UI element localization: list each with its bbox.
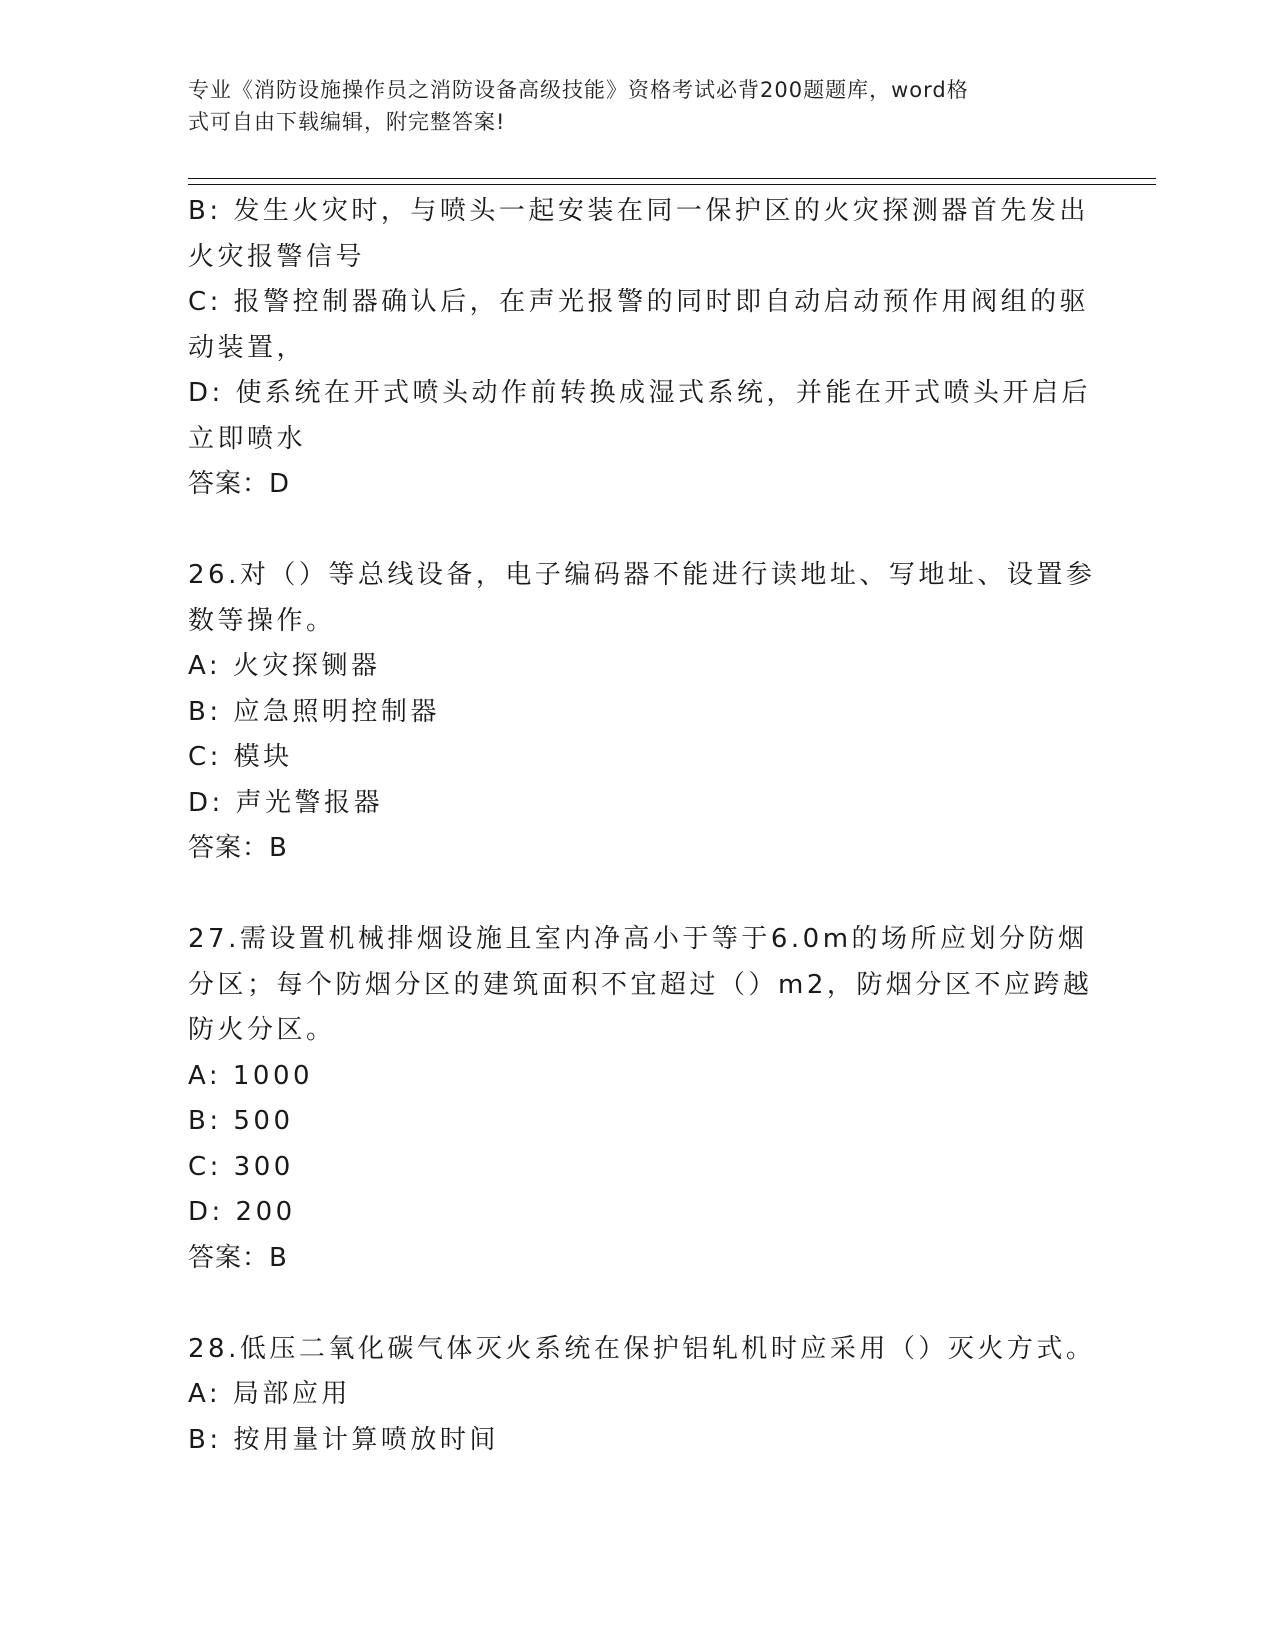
question-26 [188,553,1096,872]
header-line-1: 专业《消防设施操作员之消防设备高级技能》资格考试必背200题题库，word格 [188,78,969,102]
q27-stem-line-1: 27.需设置机械排烟设施且室内净高小于等于6.0m的场所应划分防烟 [188,924,1088,954]
header-divider-top [188,178,1156,179]
header-line-2: 式可自由下载编辑，附完整答案! [188,110,506,134]
q25-option-d-line-1: D: 使系统在开式喷头动作前转换成湿式系统，并能在开式喷头开启后 [188,378,1092,408]
q26-option-b: B: 应急照明控制器 [188,696,440,727]
q25-option-c-line-2: 动装置， [188,332,307,363]
q25-option-c-line-1: C: 报警控制器确认后，在声光报警的同时即自动启动预作用阀组的驱 [188,287,1090,317]
question-27 [188,917,1093,1281]
question-25-fragment [188,189,1092,508]
q26-stem-line-1: 26.对（）等总线设备，电子编码器不能进行读地址、写地址、设置参 [188,560,1096,590]
question-gap [188,1281,1088,1327]
q26-answer: 答案：B [188,833,288,863]
q25-option-d-line-2: 立即喷水 [188,423,307,454]
q27-option-c: C: 300 [188,1151,294,1182]
q25-answer: 答案：D [188,469,291,499]
q27-option-b: B: 500 [188,1106,294,1136]
q27-answer: 答案：B [188,1242,288,1273]
q26-option-c: C: 模块 [188,742,293,772]
q27-stem-line-3: 防火分区。 [188,1015,336,1045]
q27-option-a: A: 1000 [188,1060,314,1091]
q28-stem-line-1: 28.低压二氧化碳气体灭火系统在保护铝轧机时应采用（）灭火方式。 [188,1333,1096,1364]
q28-option-b: B: 按用量计算喷放时间 [188,1424,499,1455]
q26-stem-line-2: 数等操作。 [188,605,336,636]
document-header [188,74,1068,138]
question-gap [188,508,1088,554]
q27-option-d: D: 200 [188,1197,296,1227]
question-28 [188,1327,1096,1464]
q27-stem-line-2: 分区；每个防烟分区的建筑面积不宜超过（）m2，防烟分区不应跨越 [188,969,1093,1000]
question-content [188,189,1096,1463]
q25-option-b-line-1: B: 发生火灾时，与喷头一起安装在同一保护区的火灾探测器首先发出 [188,196,1089,226]
q26-option-a: A: 火灾探铡器 [188,651,381,681]
question-gap [188,872,1088,918]
header-divider-bottom [188,184,1156,185]
q28-option-a: A: 局部应用 [188,1379,351,1409]
q26-option-d: D: 声光警报器 [188,787,384,818]
q25-option-b-line-2: 火灾报警信号 [188,241,366,272]
